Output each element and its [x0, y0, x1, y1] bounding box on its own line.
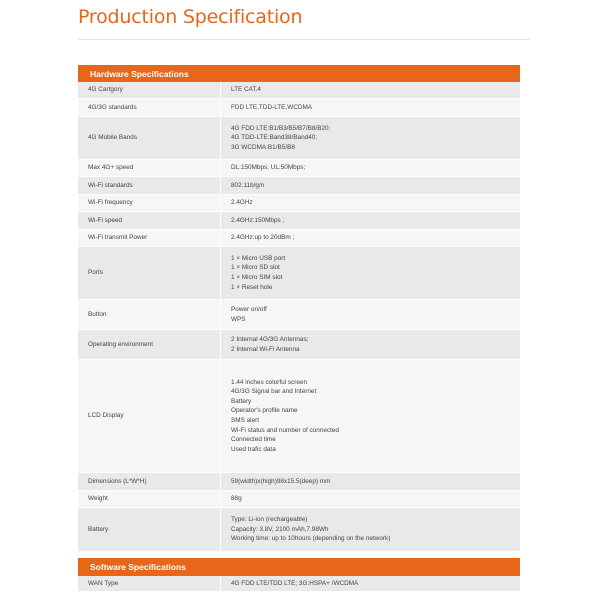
spec-label: Button	[88, 310, 107, 318]
spec-label: Max 4G+ speed	[88, 164, 134, 172]
table-row	[78, 230, 520, 247]
hardware-section-header: Hardware Specifications	[78, 65, 520, 82]
hardware-spec-table	[78, 65, 520, 552]
spec-label: Wi-Fi transmit Power	[88, 234, 148, 242]
hardware-rows	[78, 82, 520, 552]
spec-value-line: 4G TDD-LTE:Band38/Band40;	[231, 134, 318, 142]
spec-value	[220, 473, 520, 490]
spec-value-line: 1 × Micro SIM slot	[231, 274, 283, 281]
spec-value-line: SMS alert	[231, 417, 260, 424]
table-row	[78, 300, 520, 330]
spec-value-line: DL:150Mbps; UL:50Mbps;	[231, 164, 306, 172]
spec-value-line: Working time: up to 10hours (depending on the network)	[231, 535, 391, 543]
spec-value-line: 4G FDD LTE:B1/B3/B5/B7/B8/B20;	[231, 124, 331, 132]
spec-value	[220, 82, 520, 98]
title-divider	[78, 39, 530, 40]
spec-value	[220, 99, 520, 116]
spec-value	[220, 212, 520, 229]
spec-value	[220, 177, 520, 194]
spec-value-line: 4G/3G Signal bar and Internet	[231, 388, 317, 396]
spec-value	[220, 508, 520, 551]
table-row	[78, 160, 520, 177]
table-row	[78, 360, 520, 473]
spec-label: Wi-Fi standards	[88, 181, 133, 189]
table-row	[78, 576, 520, 592]
spec-value-line: WPS	[231, 315, 246, 323]
spec-value-line: Connected time	[231, 436, 276, 444]
spec-label: 4G/3G standards	[88, 103, 137, 111]
spec-label: WAN Type	[88, 579, 119, 587]
spec-label: Battery	[88, 525, 109, 533]
software-spec-table	[78, 558, 520, 592]
spec-value-line: Type: Li-ion (rechargeable)	[231, 516, 308, 524]
spec-value-line: 2.4GHz:up to 20dBm ;	[231, 234, 295, 242]
spec-value-line: Battery	[231, 397, 252, 405]
software-section-header: Software Specifications	[78, 558, 520, 576]
spec-value-line: 1.44 inches colorful screen	[231, 378, 308, 386]
spec-label: 4G Cartgory	[88, 86, 123, 94]
table-row	[78, 99, 520, 117]
table-row	[78, 247, 520, 300]
spec-value-line: 2.4GHz	[231, 199, 253, 207]
spec-value-line: LTE CAT.4	[231, 86, 261, 94]
table-row	[78, 117, 520, 160]
spec-value-line: 802.11b/g/n	[231, 181, 265, 189]
table-row	[78, 473, 520, 491]
spec-value-line: Capacity: 3.8V, 2100 mAh,7.98Wh	[231, 525, 329, 533]
table-row	[78, 195, 520, 212]
spec-label: Wi-Fi speed	[88, 216, 123, 224]
spec-label: LCD Display	[88, 412, 124, 420]
spec-value	[220, 576, 520, 591]
spec-label: Operating environment	[88, 340, 154, 348]
spec-label: Dimensions (L*W*H)	[88, 477, 147, 485]
spec-value-line: 1 × Reset hole	[231, 283, 273, 291]
spec-value-line: 88g	[231, 495, 242, 503]
spec-value	[220, 300, 520, 329]
spec-value-line: FDD LTE,TDD-LTE,WCDMA	[231, 103, 313, 111]
page-title: Production Specification	[78, 6, 303, 28]
spec-value-line: 59(width)x(high)98x15.5(deep) mm	[231, 477, 331, 485]
spec-value-line: 1 × Micro USB port	[231, 254, 286, 262]
spec-value-line: Power on/off	[231, 305, 267, 313]
spec-value-line: Wi-Fi status and number of connected	[231, 426, 339, 434]
spec-value	[220, 117, 520, 159]
table-row	[78, 82, 520, 99]
spec-value-line: 3G WCDMA:B1/B5/B8	[231, 143, 295, 151]
spec-label: 4G Mobile Bands	[88, 134, 138, 142]
spec-value-line: 2 Internal Wi-Fi Antenna	[231, 345, 300, 353]
spec-value	[220, 160, 520, 176]
spec-value	[220, 360, 520, 472]
table-row	[78, 508, 520, 552]
table-row	[78, 212, 520, 230]
spec-value	[220, 195, 520, 211]
spec-label: Weight	[88, 495, 108, 503]
spec-value-line: Used trafic data	[231, 445, 276, 453]
spec-value-line: 2.4GHz:150Mbps ;	[231, 216, 285, 224]
spec-value	[220, 330, 520, 359]
spec-value	[220, 247, 520, 299]
spec-value	[220, 491, 520, 507]
table-row	[78, 177, 520, 195]
spec-value-line: 4G FDD LTE/TDD LTE; 3G:HSPA+ /WCDMA	[231, 579, 359, 587]
software-rows	[78, 576, 520, 592]
spec-value-line: Operator's profile name	[231, 407, 298, 415]
spec-label: Ports	[88, 269, 103, 277]
spec-label: Wi-Fi frequency	[88, 199, 133, 207]
spec-value-line: 1 × Micro SD slot	[231, 264, 280, 272]
spec-value-line: 2 Internal 4G/3G Antennas;	[231, 335, 309, 343]
table-row	[78, 330, 520, 360]
table-row	[78, 491, 520, 508]
spec-value	[220, 230, 520, 246]
